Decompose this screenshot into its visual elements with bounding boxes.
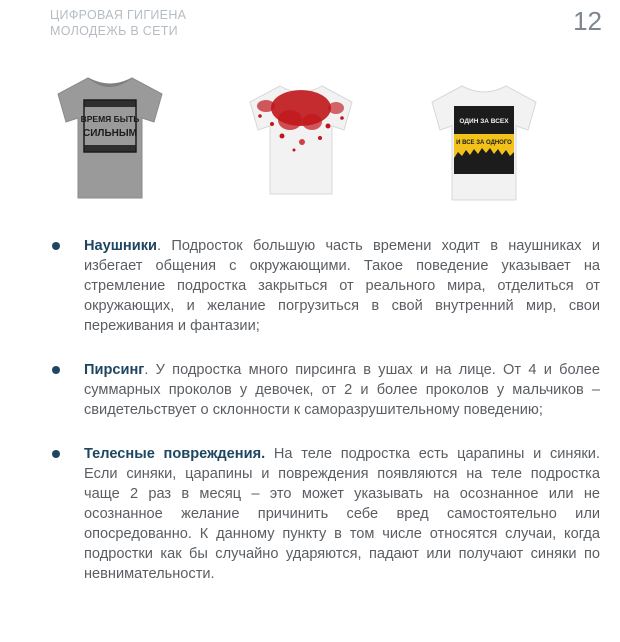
document-header <box>50 7 186 39</box>
list-item-piercing <box>52 360 600 420</box>
grey-tshirt-print-line-2: СИЛЬНЫМ <box>83 128 137 139</box>
slogan-tshirt-image <box>424 80 544 204</box>
grey-tshirt-image <box>50 72 170 202</box>
bullet-dot <box>52 242 60 250</box>
slogan-tshirt-print-line-1: ОДИН ЗА ВСЕХ <box>459 118 509 125</box>
bullet-dot <box>52 366 60 374</box>
header-line-1: ЦИФРОВАЯ ГИГИЕНА <box>50 8 187 22</box>
list-item-headphones <box>52 236 600 336</box>
header-line-2: МОЛОДЕЖЬ В СЕТИ <box>50 24 178 38</box>
blood-splatter-tshirt-image <box>242 80 360 198</box>
slogan-tshirt-print-line-2: И ВСЕ ЗА ОДНОГО <box>456 140 512 146</box>
bullet-term: Наушники <box>84 238 157 254</box>
warning-signs-list <box>52 236 600 584</box>
bullet-dot <box>52 450 60 458</box>
list-item-body-injuries <box>52 444 600 584</box>
grey-tshirt-print-line-1: ВРЕМЯ БЫТЬ <box>80 114 140 124</box>
bullet-text: . У подростка много пирсинга в ушах и на лице. От 4 и более суммарных проколов у девочек, от 2 и более проколов у мальчиков – свидетельствует о склонности к саморазрушительному поведению; <box>84 362 600 418</box>
bullet-text: . Подросток большую часть времени ходит в наушниках и избегает общения с окружающими. Такое поведение указывает на стремление подростка закрыться от реального мира, отделиться от окружающих, и желание погрузиться в свой внутренний мир, свои переживания и фантазии; <box>84 238 600 334</box>
bullet-term: Телесные повреждения. <box>84 446 266 462</box>
page-number: 12 <box>573 6 602 36</box>
bullet-term: Пирсинг <box>84 362 145 378</box>
bullet-text: На теле подростка есть царапины и синяки. Если синяки, царапины и повреждения появляются на теле подростка чаще 2 раз в месяц – это может указывать на осознанное или не осознанное желание причинить себе вред самостоятельно или опосредованно. К данному пункту в том числе относятся случаи, когда подростки как бы случайно ударяются, падают или получают синяки по невнимательности. <box>84 446 600 582</box>
